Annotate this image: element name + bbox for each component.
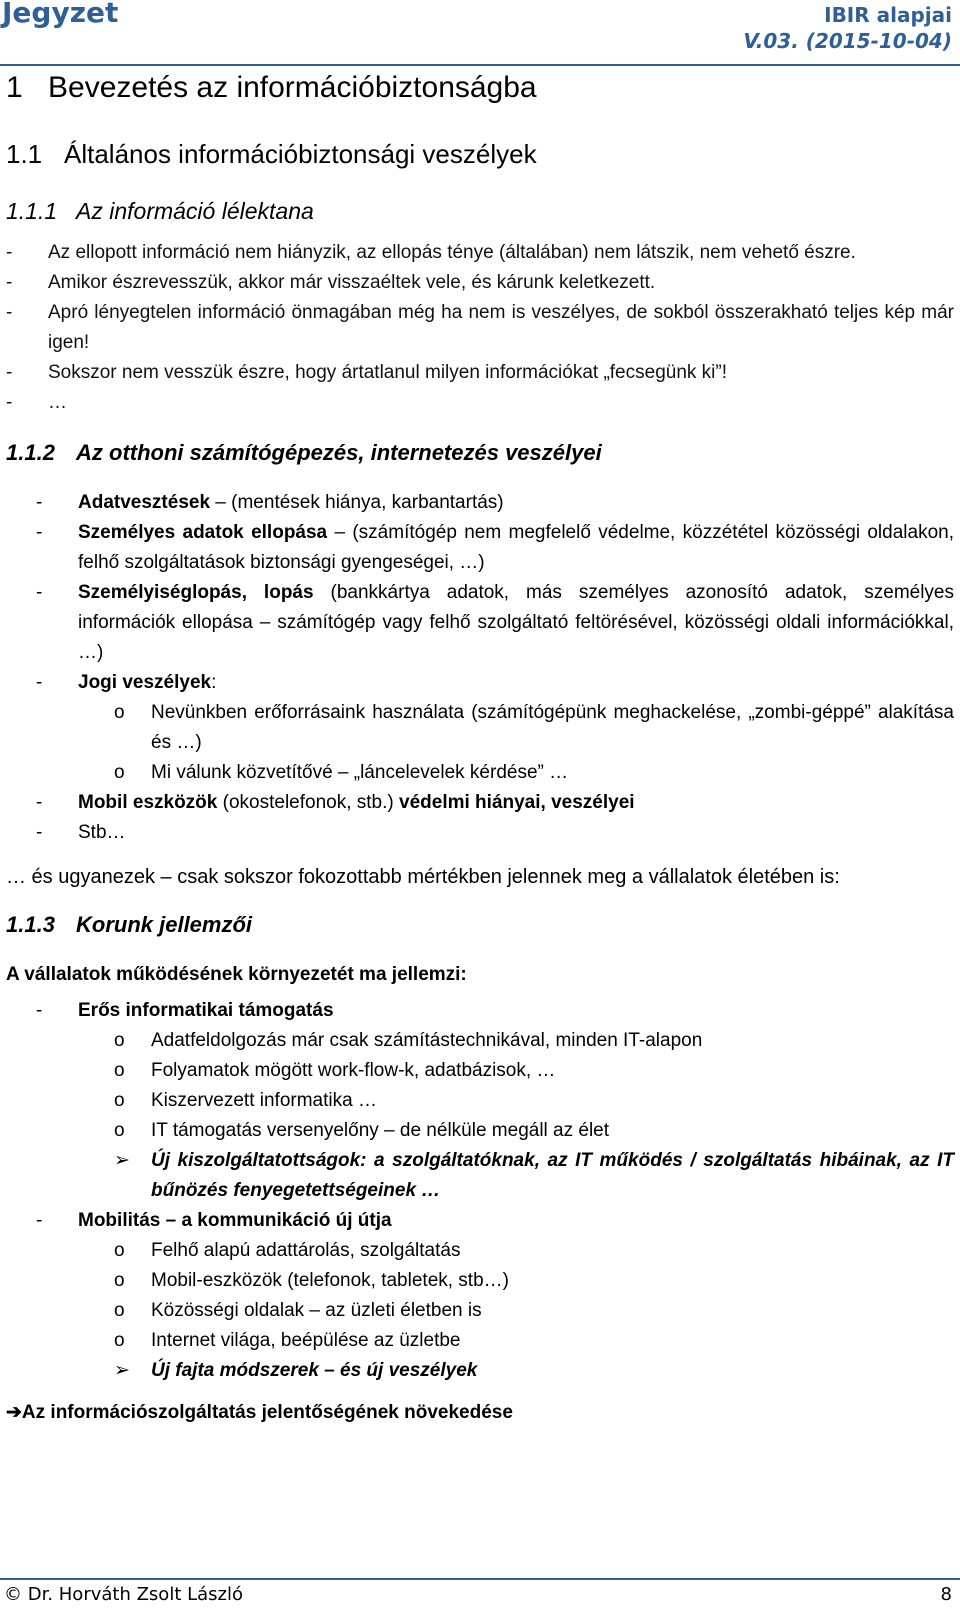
list-item: - Amikor észrevesszük, akkor már visszaéltek vele, és kárunk keletkezett.: [6, 268, 954, 298]
list-item: - Adatvesztések – (mentések hiánya, karbantartás): [6, 488, 954, 518]
dash-marker: -: [36, 672, 43, 693]
home-risks-list-cont: [6, 788, 954, 848]
list-item: - Sokszor nem vesszük észre, hogy ártatlanul milyen információkat „fecsegünk ki”!: [6, 358, 954, 388]
final-line: ➔Az információszolgáltatás jelentőségének növekedése: [6, 1402, 513, 1423]
circle-marker: o: [114, 1300, 125, 1321]
sub-list-item: o Közösségi oldalak – az üzleti életben is: [6, 1296, 954, 1326]
circle-marker: o: [114, 762, 125, 783]
list-item: - Személyes adatok ellopása – (számítógép nem megfelelő védelme, közzététel közösségi oldalakon, felhő szolgáltatások biztonsági gyengeségei, …): [6, 518, 954, 578]
circle-marker: o: [114, 1060, 125, 1081]
subsection-heading-1-1-1: [6, 196, 954, 226]
chapter-heading: [6, 68, 954, 108]
sub-list-item: o Nevünkben erőforrásaink használata (számítógépünk meghackelése, „zombi-géppé” alakítása és …): [6, 698, 954, 758]
subsection-title: Korunk jellemzői: [76, 912, 253, 937]
sub-list-item: o Mi válunk közvetítővé – „láncelevelek kérdése” …: [6, 758, 954, 788]
list-item: - Erős informatikai támogatás: [6, 996, 954, 1026]
circle-marker: o: [114, 1270, 125, 1291]
dash-marker: -: [6, 242, 13, 263]
group-1-sublist: [6, 1026, 954, 1206]
dash-marker: -: [6, 272, 13, 293]
lead-paragraph: A vállalatok működésének környezetét ma jellemzi:: [6, 964, 467, 985]
arrowhead-icon: ➢: [114, 1150, 130, 1171]
sub-list-item: ➢ Új kiszolgáltatottságok: a szolgáltatóknak, az IT működés / szolgáltatás hibáinak, az IT bűnözés fenyegetettségeinek …: [6, 1146, 954, 1206]
home-risks-list: [6, 488, 954, 698]
subsection-heading-1-1-2: [6, 438, 954, 468]
sub-list-item: ➢ Új fajta módszerek – és új veszélyek: [6, 1356, 954, 1386]
sub-list-item: o Mobil-eszközök (telefonok, tabletek, stb…): [6, 1266, 954, 1296]
section-title: Általános információbiztonsági veszélyek: [64, 139, 537, 169]
dash-marker: -: [36, 522, 43, 543]
subsection-number: 1.1.2: [6, 440, 55, 465]
circle-marker: o: [114, 1120, 125, 1141]
dash-marker: -: [6, 392, 13, 413]
page-header: [0, 0, 960, 68]
sub-list-item: o Folyamatok mögött work-flow-k, adatbázisok, …: [6, 1056, 954, 1086]
list-item: - Mobil eszközök (okostelefonok, stb.) védelmi hiányai, veszélyei: [6, 788, 954, 818]
document-body: [6, 66, 954, 1428]
header-right: [743, 2, 952, 54]
section-number: 1.1: [6, 139, 43, 169]
dash-marker: -: [36, 582, 43, 603]
circle-marker: o: [114, 702, 125, 723]
circle-marker: o: [114, 1030, 125, 1051]
dash-marker: -: [6, 362, 13, 383]
sub-list-item: o Felhő alapú adattárolás, szolgáltatás: [6, 1236, 954, 1266]
sub-list-item: o Kiszervezett informatika …: [6, 1086, 954, 1116]
circle-marker: o: [114, 1240, 125, 1261]
sub-list-item: o Adatfeldolgozás már csak számítástechnikával, minden IT-alapon: [6, 1026, 954, 1056]
subsection-heading-1-1-3: [6, 910, 954, 940]
list-item: - Személyiséglopás, lopás (bankkártya adatok, más személyes azonosító adatok, személyes információk ellopása – számítógép vagy felhő szolgáltató feltörésével, közösségi oldali információkkal, …): [6, 578, 954, 668]
dash-marker: -: [6, 302, 13, 323]
footer-author: © Dr. Horváth Zsolt László: [4, 1584, 243, 1605]
subsection-title: Az otthoni számítógépezés, internetezés veszélyei: [76, 440, 602, 465]
list-item: - Mobilitás – a kommunikáció új útja: [6, 1206, 954, 1236]
dash-marker: -: [36, 792, 43, 813]
section-heading: [6, 138, 954, 170]
header-course: IBIR alapjai: [824, 3, 952, 27]
subsection-number: 1.1.3: [6, 912, 55, 937]
legal-risks-sublist: [6, 698, 954, 788]
sub-list-item: o Internet világa, beépülése az üzletbe: [6, 1326, 954, 1356]
list-item: - Stb…: [6, 818, 954, 848]
dash-marker: -: [36, 492, 43, 513]
sub-list-item: o IT támogatás versenyelőny – de nélküle megáll az élet: [6, 1116, 954, 1146]
subsection-title: Az információ lélektana: [76, 198, 314, 224]
group-1-list: [6, 996, 954, 1026]
chapter-number: 1: [6, 71, 23, 104]
circle-marker: o: [114, 1090, 125, 1111]
closing-paragraph: … és ugyanezek – csak sokszor fokozottabb mértékben jelennek meg a vállalatok életében is:: [6, 866, 840, 888]
list-item: - Az ellopott információ nem hiányzik, az ellopás ténye (általában) nem látszik, nem vehető észre.: [6, 238, 954, 268]
list-item: - …: [6, 388, 954, 418]
subsection-number: 1.1.1: [6, 198, 58, 224]
list-item: - Apró lényegtelen információ önmagában még ha nem is veszélyes, de sokból összerakható teljes kép már igen!: [6, 298, 954, 358]
dash-marker: -: [36, 822, 43, 843]
arrow-icon: ➔: [6, 1402, 22, 1423]
chapter-title: Bevezetés az információbiztonságba: [48, 71, 537, 104]
header-version: V.03. (2015-10-04): [743, 29, 952, 53]
page-number: 8: [940, 1584, 952, 1605]
group-2-list: [6, 1206, 954, 1236]
page-footer: [0, 1578, 960, 1609]
list-item: - Jogi veszélyek:: [6, 668, 954, 698]
dash-marker: -: [36, 1000, 43, 1021]
arrowhead-icon: ➢: [114, 1360, 130, 1381]
group-2-sublist: [6, 1236, 954, 1386]
psychology-list: [6, 238, 954, 418]
dash-marker: -: [36, 1210, 43, 1231]
header-brand: Jegyzet: [2, 0, 119, 29]
circle-marker: o: [114, 1330, 125, 1351]
footer-rule: [0, 1578, 960, 1580]
